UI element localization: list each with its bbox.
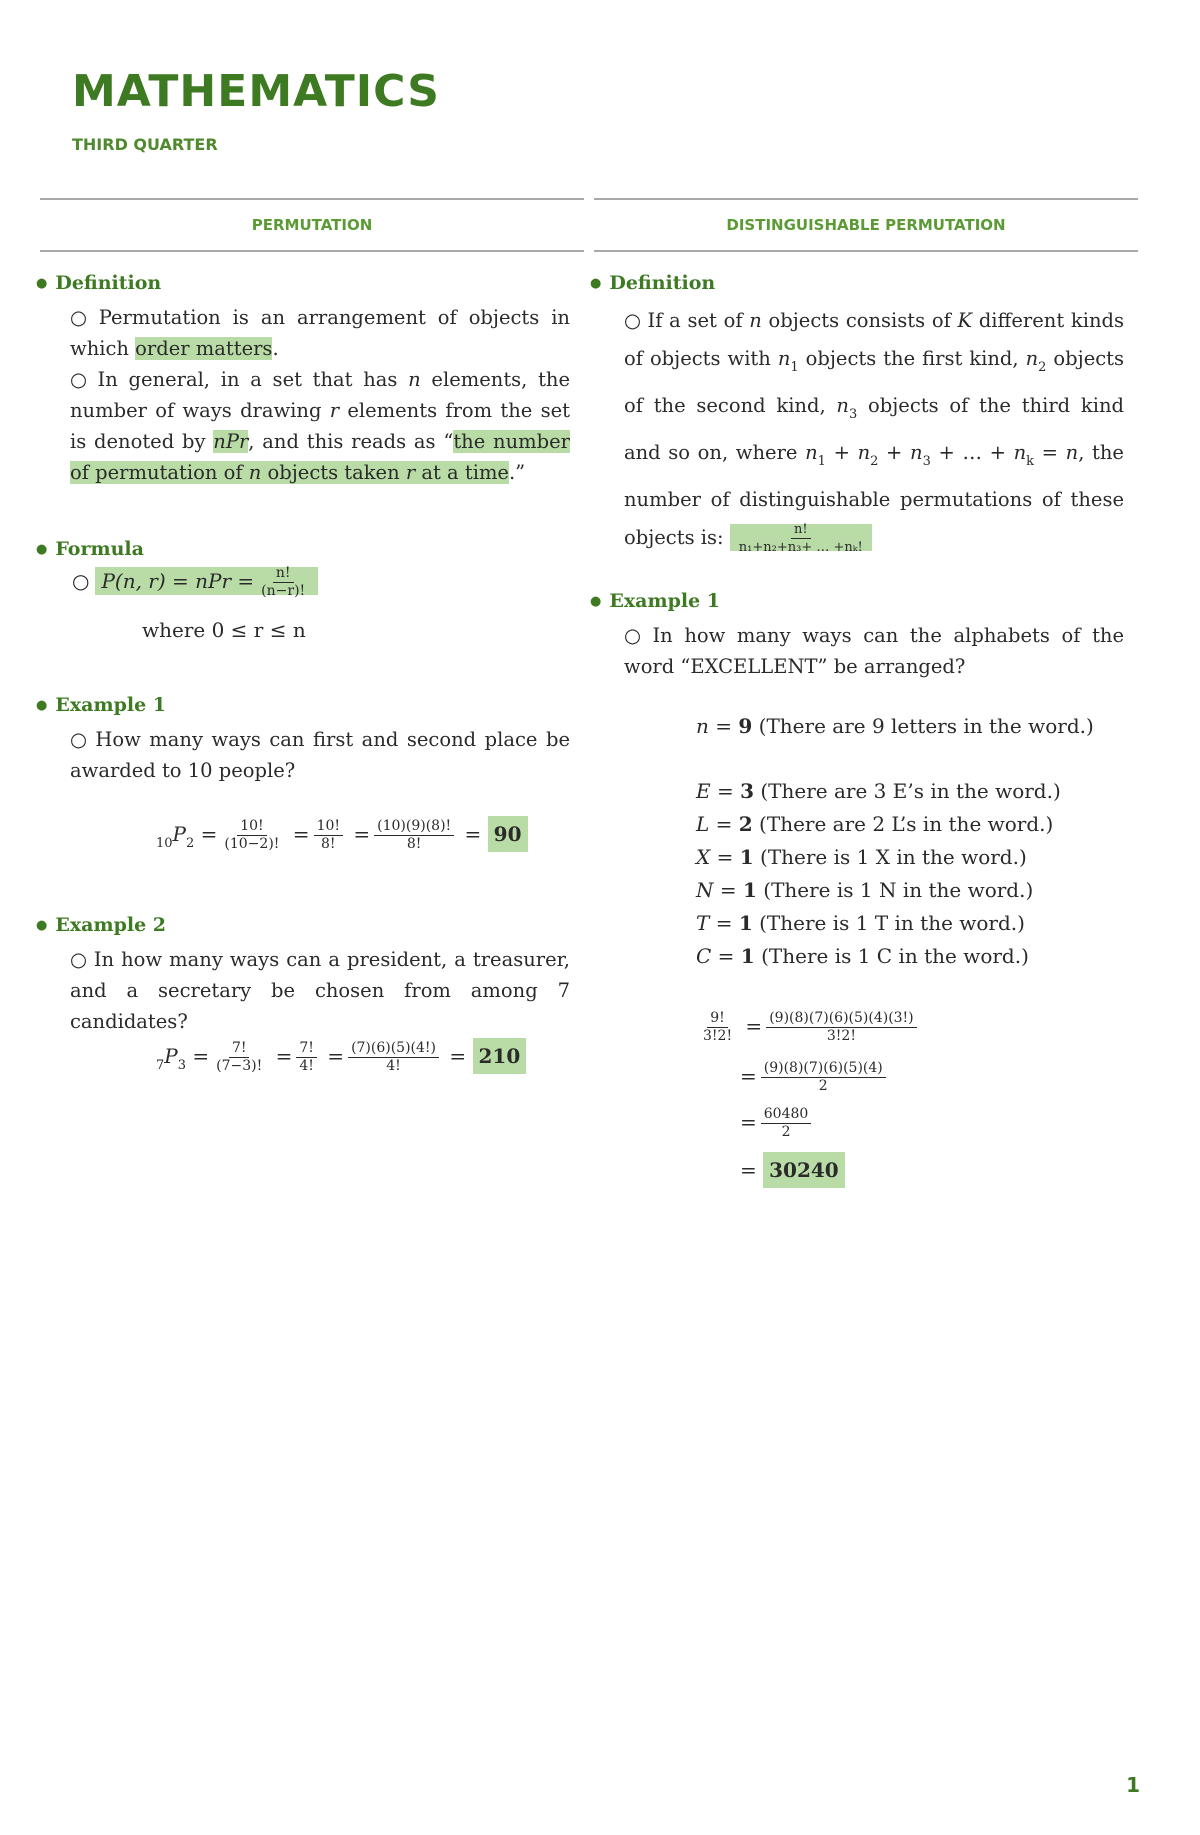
value: 1 <box>740 944 755 968</box>
count-line-x: X = 1 (There is 1 X in the word.) <box>696 845 1027 869</box>
calc-step-3: = $\frac{60480}{2}$ <box>740 1106 815 1141</box>
permutation-column <box>40 198 584 252</box>
page-number: 1 <box>1126 1773 1140 1797</box>
count-line-c: C = 1 (There is 1 C in the word.) <box>696 944 1029 968</box>
frac-den: 3!2! <box>703 1028 733 1044</box>
frac-num: n! <box>791 521 811 539</box>
answer-box: 30240 <box>763 1152 845 1188</box>
value: 1 <box>738 911 753 935</box>
frac-num: 10! <box>314 818 343 836</box>
perm-symbol: P <box>172 822 187 846</box>
frac-num: 7! <box>296 1040 317 1058</box>
frac-den: (7−3)! <box>216 1058 263 1074</box>
right-example1-question: ○ In how many ways can the alphabets of the word “EXCELLENT” be arranged? <box>624 624 1124 678</box>
subscript: 7 <box>156 1058 165 1073</box>
frac-den: 4! <box>386 1058 401 1074</box>
frac-num: (10)(9)(8)! <box>374 818 454 836</box>
note: (There is 1 N in the word.) <box>763 878 1034 902</box>
distinguishable-permutation-column <box>594 198 1138 252</box>
left-example1-question: ○ How many ways can first and second place be awarded to 10 people? <box>70 728 570 782</box>
frac-num: (9)(8)(7)(6)(5)(4)(3!) <box>766 1010 916 1028</box>
def-text: objects of the second kind, <box>624 347 1124 417</box>
highlight: the number of permutation of <box>70 430 570 484</box>
highlight: objects taken <box>261 461 406 484</box>
permutation-heading: PERMUTATION <box>40 198 584 252</box>
note: (There are 3 E’s in the word.) <box>760 779 1061 803</box>
var: E <box>696 779 711 803</box>
subscript: 2 <box>186 836 195 851</box>
var: L <box>696 812 710 836</box>
value: 1 <box>739 845 754 869</box>
def-text: Permutation is an arrangement of objects in which <box>70 306 570 360</box>
def-text: , and this reads as “ <box>248 430 454 453</box>
subscript: 3 <box>177 1058 187 1073</box>
frac-den: (10−2)! <box>224 836 280 852</box>
value: 1 <box>742 878 757 902</box>
note: (There are 2 L’s in the word.) <box>759 812 1054 836</box>
page-subtitle: THIRD QUARTER <box>72 135 218 154</box>
answer-box: 210 <box>473 1038 527 1074</box>
def-text: , the number of distinguishable permutations of these objects is: <box>624 441 1124 549</box>
frac-num: 7! <box>229 1040 250 1058</box>
value: 2 <box>738 812 753 836</box>
distinguishable-permutation-heading: DISTINGUISHABLE PERMUTATION <box>594 198 1138 252</box>
n-line: n = 9 (There are 9 letters in the word.) <box>696 714 1094 738</box>
count-line-t: T = 1 (There is 1 T in the word.) <box>696 911 1025 935</box>
def-text: elements, the number of ways drawing <box>70 368 571 422</box>
def-text: objects of the third kind and so on, where <box>624 394 1124 464</box>
def-text: In general, in a set that has <box>97 368 409 391</box>
answer-box: 90 <box>488 816 528 852</box>
note: (There is 1 C in the word.) <box>761 944 1029 968</box>
def-text: objects consists of <box>761 309 958 332</box>
frac-den: 8! <box>321 836 336 852</box>
var: T <box>696 911 710 935</box>
subscript: 10 <box>156 836 173 851</box>
highlight: at a time <box>415 461 509 484</box>
def-text: . <box>272 337 279 360</box>
page-title: MATHEMATICS <box>72 66 440 117</box>
note: (There is 1 T in the word.) <box>759 911 1025 935</box>
def-text: If a set of <box>647 309 750 332</box>
def-text: objects the first kind, <box>798 347 1026 370</box>
frac-den: 2 <box>781 1124 791 1140</box>
left-example2-solution: $_7P_3$ = $\frac{7!}{(7-3)!}$ = $\frac{7!}{4!}$ = $\frac{(7)(6)(5)(4!)}{4!}$ = 210 <box>156 1040 526 1075</box>
question-text: How many ways can first and second place be awarded to 10 people? <box>70 728 570 782</box>
left-definition-label: ● Definition <box>36 272 161 294</box>
note: (There is 1 X in the word.) <box>760 845 1027 869</box>
left-example2-question: ○ In how many ways can a president, a treasurer, and a secretary be chosen from among 7 candidates? <box>70 948 571 1033</box>
frac-den: n₁+n₂+n₃+ … +nₖ! <box>738 540 863 555</box>
frac-num: (9)(8)(7)(6)(5)(4) <box>761 1060 886 1078</box>
frac-num: 10! <box>237 818 266 836</box>
perm-symbol: P <box>164 1044 178 1068</box>
formula-num: n! <box>273 565 294 583</box>
highlight: order matters <box>135 337 273 360</box>
right-definition-label: ● Definition <box>590 272 715 294</box>
right-definition-para: ○ If a set of n objects consists of K different kinds of objects with $n_1$ objects the first kind, $n_2$ objects of the second kind, $n_3$ objects of the third kind and so on, where $n_1 + n_2 + n_3$ + … + $n_k = n$, the number of distinguishable permutations of these objects is: $\frac{n!}{\text{n₁+n₂+n₃+ … +nₖ!}}$ <box>624 309 1125 555</box>
var: n <box>696 714 709 738</box>
question-text: In how many ways can the alphabets of the word “EXCELLENT” be arranged? <box>624 624 1124 678</box>
left-example2-label: ● Example 2 <box>36 914 166 936</box>
formula-where: where 0 ≤ r ≤ n <box>142 618 306 642</box>
def-text: elements from the set is denoted by <box>70 399 570 453</box>
var: N <box>696 878 714 902</box>
count-line-e: E = 3 (There are 3 E’s in the word.) <box>696 779 1061 803</box>
left-definition-para-2: ○ In general, in a set that has n elements, the number of ways drawing r elements from the set is denoted by nPr, and this reads as “the number of permutation of n objects taken r at a time.” <box>70 368 571 484</box>
left-example1-solution: $_{10}P_2$ = $\frac{10!}{(10-2)!}$ = $\frac{10!}{8!}$ = $\frac{(10)(9)(8)!}{8!}$ = 90 <box>156 818 528 853</box>
frac-den: 4! <box>299 1058 314 1074</box>
calc-step-1: $\frac{9!}{3!2!}$ = $\frac{(9)(8)(7)(6)(5)(4)(3!)}{3!2!}$ <box>696 1010 921 1045</box>
frac-num: 60480 <box>761 1106 812 1124</box>
left-definition-para-1: ○ Permutation is an arrangement of objects in which order matters. <box>70 306 570 360</box>
count-line-n: N = 1 (There is 1 N in the word.) <box>696 878 1034 902</box>
question-text: In how many ways can a president, a treasurer, and a secretary be chosen from among 7 candidates? <box>70 948 571 1033</box>
left-example1-label: ● Example 1 <box>36 694 166 716</box>
frac-den: 3!2! <box>826 1028 856 1044</box>
frac-num: (7)(6)(5)(4!) <box>348 1040 439 1058</box>
left-formula-label: ● Formula <box>36 538 144 560</box>
formula-lhs: P(n, r) = nPr = <box>101 569 255 593</box>
note: (There are 9 letters in the word.) <box>758 714 1094 738</box>
frac-num: 9! <box>707 1010 728 1028</box>
frac-den: 2 <box>818 1078 828 1094</box>
value: 9 <box>738 714 753 738</box>
def-text: different kinds of objects with <box>624 309 1125 370</box>
formula-line: ○ P(n, r) = nPr = $\frac{n!}{(n-r)!}$ <box>72 565 318 600</box>
frac-den: 8! <box>406 836 422 852</box>
right-example1-label: ● Example 1 <box>590 590 720 612</box>
var: X <box>696 845 711 869</box>
calc-step-2: = $\frac{(9)(8)(7)(6)(5)(4)}{2}$ <box>740 1060 890 1095</box>
calc-answer: = 30240 <box>740 1158 845 1182</box>
def-text: .” <box>508 461 526 484</box>
formula-den: (n−r)! <box>261 583 306 599</box>
var: C <box>696 944 712 968</box>
value: 3 <box>740 779 755 803</box>
count-line-l: L = 2 (There are 2 L’s in the word.) <box>696 812 1054 836</box>
